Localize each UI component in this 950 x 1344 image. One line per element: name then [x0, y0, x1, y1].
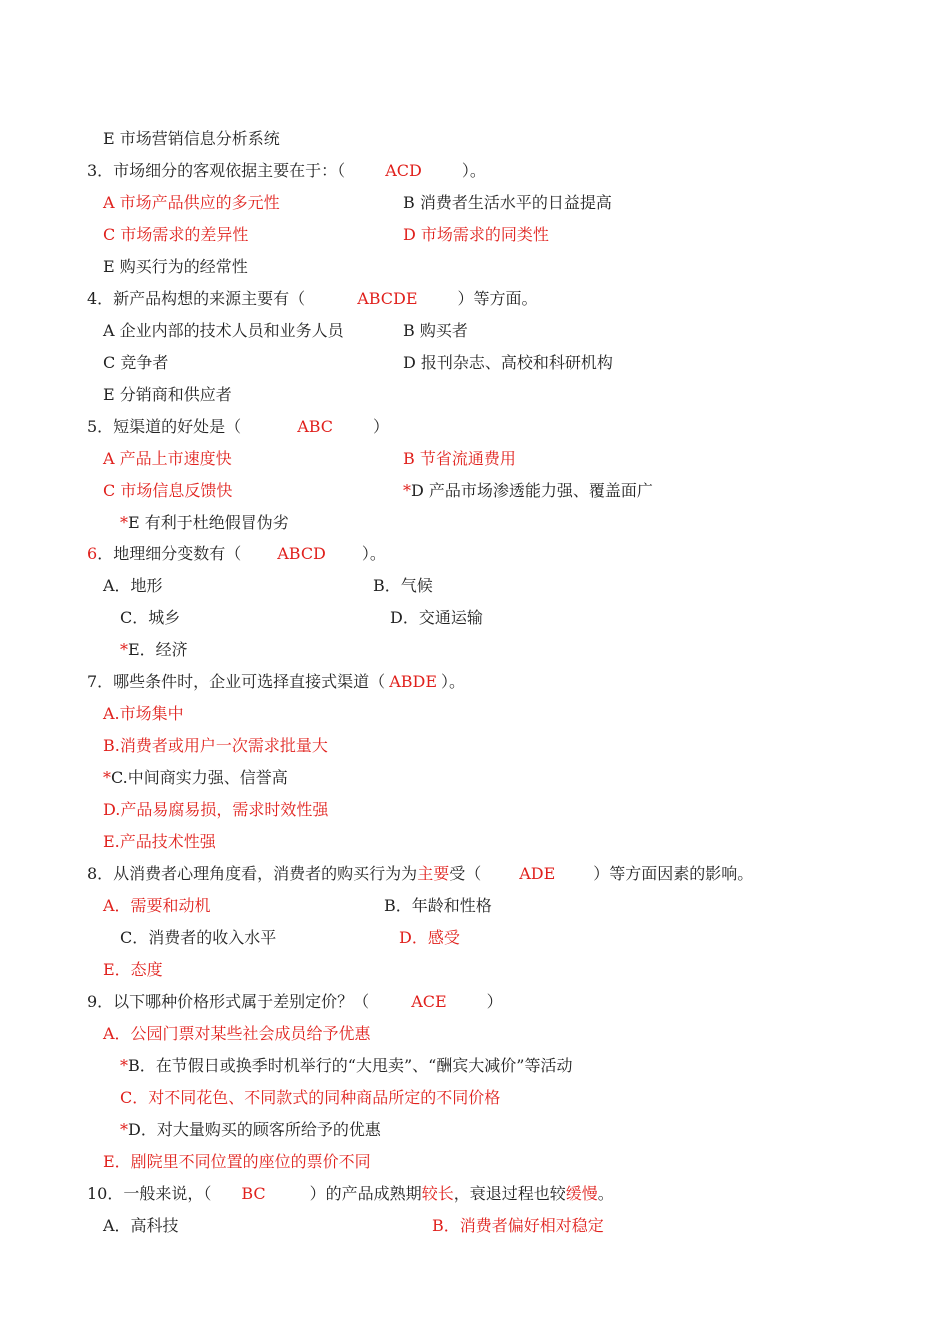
- answer-text: ADE: [519, 864, 556, 883]
- question-text: ．地理细分变数有（: [97, 544, 242, 563]
- answer-text: A.市场集中: [103, 704, 184, 723]
- text-line-q9-e: [103, 1152, 371, 1172]
- text-line-q5-e: [120, 513, 289, 533]
- answer-text: BC: [241, 1184, 266, 1203]
- text-line-q6-e: [120, 640, 188, 660]
- question-text: B 购买者: [403, 321, 468, 340]
- question-text: ，衰退过程也较: [453, 1184, 566, 1203]
- question-text: C.中间商实力强、信誉高: [111, 768, 288, 787]
- answer-text: B 节省流通费用: [403, 449, 516, 468]
- question-text: 4．新产品构想的来源主要有（: [87, 289, 306, 308]
- answer-text: B.消费者或用户一次需求批量大: [103, 736, 328, 755]
- question-text: 8．从消费者心理角度看，消费者的购买行为为: [87, 864, 418, 883]
- question-text: E 市场营销信息分析系统: [103, 129, 280, 148]
- answer-text: D.产品易腐易损，需求时效性强: [103, 800, 329, 819]
- question-text: 10．一般来说，（: [87, 1184, 212, 1203]
- text-line-q8-c: [120, 928, 276, 948]
- question-text: B 消费者生活水平的日益提高: [403, 193, 612, 212]
- question-text: C．城乡: [120, 608, 181, 627]
- text-line-q8-d: [399, 928, 460, 948]
- text-line-q3-c: [103, 225, 248, 245]
- answer-text: D．感受: [399, 928, 460, 947]
- answer-text: *: [120, 1056, 128, 1075]
- text-line-q4: [87, 289, 538, 309]
- text-line-q9: [87, 992, 503, 1012]
- text-line-q4-c: [103, 353, 168, 373]
- question-text: 受（: [449, 864, 482, 883]
- question-text: C．消费者的收入水平: [120, 928, 277, 947]
- text-line-q10-b: [432, 1216, 604, 1236]
- answer-text: *: [403, 481, 411, 500]
- question-text: ）: [486, 992, 503, 1011]
- answer-text: 较长: [421, 1184, 454, 1203]
- text-line-q7-d: [103, 800, 328, 820]
- question-text: E．经济: [128, 640, 188, 659]
- question-text: ）: [373, 417, 390, 436]
- answer-text: *: [120, 640, 128, 659]
- answer-text: A．需要和动机: [103, 896, 211, 915]
- text-line-q3: [87, 161, 486, 181]
- answer-text: B．消费者偏好相对稳定: [432, 1216, 604, 1235]
- question-text: 5．短渠道的好处是（: [87, 417, 242, 436]
- text-line-q3-d: [403, 225, 549, 245]
- text-line-q6: [87, 544, 386, 564]
- question-text: E 购买行为的经常性: [103, 257, 248, 276]
- text-line-q4-e: [103, 385, 232, 405]
- text-line-q6-d: [390, 608, 483, 628]
- question-text: ）的产品成熟期: [309, 1184, 422, 1203]
- text-line-q5-d: [403, 481, 653, 501]
- text-line-q10: [87, 1184, 614, 1204]
- answer-text: ACD: [385, 161, 422, 180]
- answer-text: ABC: [297, 417, 334, 436]
- text-line-q7-c: [103, 768, 288, 788]
- answer-text: E．态度: [103, 960, 163, 979]
- text-line-q2-e: [103, 129, 280, 149]
- answer-text: ACE: [411, 992, 447, 1011]
- answer-text: A 产品上市速度快: [103, 449, 232, 468]
- text-line-q4-b: [403, 321, 468, 341]
- text-line-q3-b: [403, 193, 612, 213]
- question-text: D．对大量购买的顾客所给予的优惠: [128, 1120, 381, 1139]
- question-text: D．交通运输: [390, 608, 483, 627]
- text-line-q3-a: [103, 193, 280, 213]
- text-line-q9-a: [103, 1024, 371, 1044]
- answer-text: *: [120, 513, 128, 532]
- question-text: B．气候: [373, 576, 433, 595]
- question-text: ）。: [461, 161, 486, 180]
- question-text: ）。: [441, 672, 466, 691]
- text-line-q5-a: [103, 449, 232, 469]
- text-line-q8-b: [384, 896, 492, 916]
- text-line-q5-c: [103, 481, 232, 501]
- text-line-q9-d: [120, 1120, 381, 1140]
- text-line-q4-a: [103, 321, 344, 341]
- answer-text: *: [103, 768, 111, 787]
- question-text: A．高科技: [103, 1216, 179, 1235]
- text-line-q6-a: [103, 576, 163, 596]
- answer-text: ABCD: [277, 544, 326, 563]
- question-text: ）。: [361, 544, 386, 563]
- question-text: ）等方面。: [457, 289, 538, 308]
- question-text: A 企业内部的技术人员和业务人员: [103, 321, 344, 340]
- text-line-q8-e: [103, 960, 163, 980]
- answer-text: ABCDE: [357, 289, 418, 308]
- answer-text: *: [120, 1120, 128, 1139]
- text-line-q5: [87, 417, 389, 437]
- answer-text: 主要: [417, 864, 450, 883]
- question-text: 。: [597, 1184, 614, 1203]
- text-line-q7-a: [103, 704, 184, 724]
- question-text: D 产品市场渗透能力强、覆盖面广: [411, 481, 653, 500]
- text-line-q10-a: [103, 1216, 179, 1236]
- answer-text: 6: [87, 544, 98, 563]
- question-text: B．在节假日或换季时机举行的“大甩卖”、“酬宾大减价”等活动: [128, 1056, 573, 1075]
- text-line-q6-b: [373, 576, 433, 596]
- answer-text: A 市场产品供应的多元性: [103, 193, 280, 212]
- question-text: E 有利于杜绝假冒伪劣: [128, 513, 289, 532]
- answer-text: C．对不同花色、不同款式的同种商品所定的不同价格: [120, 1088, 501, 1107]
- answer-text: 缓慢: [565, 1184, 598, 1203]
- question-text: D 报刊杂志、高校和科研机构: [403, 353, 613, 372]
- question-text: E 分销商和供应者: [103, 385, 232, 404]
- answer-text: A．公园门票对某些社会成员给予优惠: [103, 1024, 371, 1043]
- text-line-q7: [87, 672, 465, 692]
- text-line-q7-e: [103, 832, 216, 852]
- text-line-q8-a: [103, 896, 211, 916]
- text-line-q9-b: [120, 1056, 572, 1076]
- text-line-q4-d: [403, 353, 613, 373]
- question-text: 9．以下哪种价格形式属于差别定价？（: [87, 992, 370, 1011]
- question-text: A．地形: [103, 576, 163, 595]
- question-text: 7．哪些条件时，企业可选择直接式渠道（: [87, 672, 386, 691]
- answer-text: E．剧院里不同位置的座位的票价不同: [103, 1152, 371, 1171]
- text-line-q6-c: [120, 608, 180, 628]
- answer-text: D 市场需求的同类性: [403, 225, 549, 244]
- question-text: C 竞争者: [103, 353, 169, 372]
- text-line-q7-b: [103, 736, 328, 756]
- text-line-q3-e: [103, 257, 248, 277]
- text-line-q5-b: [403, 449, 516, 469]
- answer-text: ABDE: [389, 672, 438, 691]
- answer-text: C 市场信息反馈快: [103, 481, 233, 500]
- text-line-q9-c: [120, 1088, 500, 1108]
- question-text: ）等方面因素的影响。: [593, 864, 754, 883]
- question-text: 3．市场细分的客观依据主要在于：（: [87, 161, 346, 180]
- question-text: B．年龄和性格: [384, 896, 492, 915]
- answer-text: E.产品技术性强: [103, 832, 216, 851]
- answer-text: C 市场需求的差异性: [103, 225, 249, 244]
- text-line-q8: [87, 864, 753, 884]
